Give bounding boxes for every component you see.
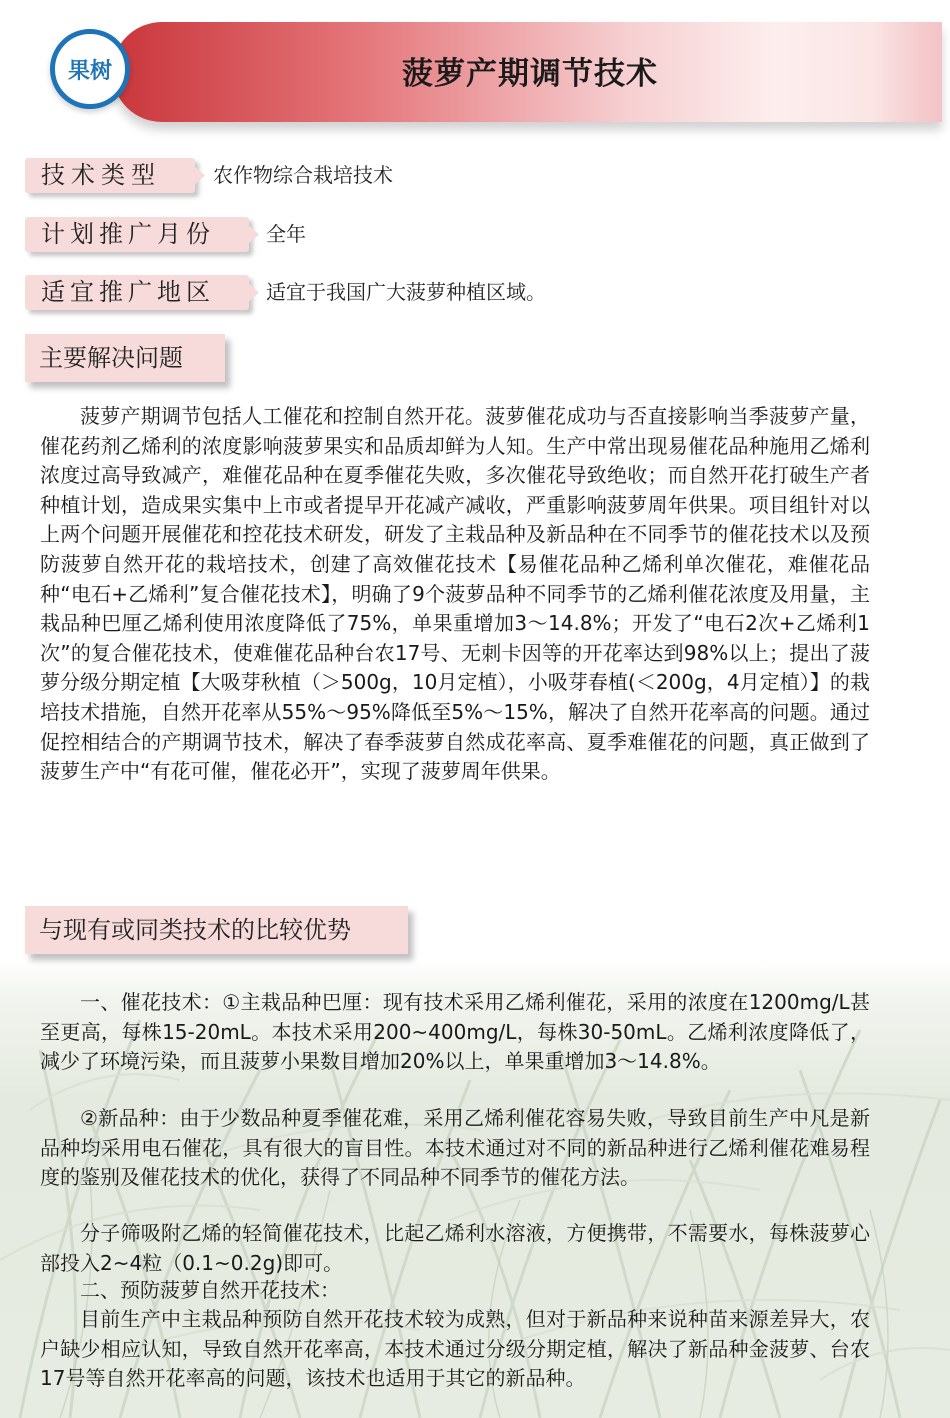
promotion-region-value: 适宜于我国广大菠萝种植区域。 bbox=[266, 280, 546, 304]
advantages-paragraph-2: ②新品种：由于少数品种夏季催花难，采用乙烯利催花容易失败，导致目前生产中凡是新品种均采用电石催花，具有很大的盲目性。本技术通过对不同的新品种进行乙烯利催花难易程度的鉴别及催花技术的优化，获得了不同品种不同季节的催花方法。 bbox=[40, 1106, 870, 1190]
promotion-month-value: 全年 bbox=[266, 222, 306, 246]
tech-type-label: 技术类型 bbox=[25, 158, 195, 193]
category-badge-label: 果树 bbox=[67, 58, 112, 84]
advantages-paragraph-4: 二、预防菠萝自然开花技术： bbox=[80, 1278, 340, 1302]
problems-heading: 主要解决问题 bbox=[25, 334, 225, 382]
tech-type-value: 农作物综合栽培技术 bbox=[213, 163, 393, 187]
advantages-paragraph-3: 分子筛吸附乙烯的轻简催花技术，比起乙烯利水溶液，方便携带，不需要水，每株菠萝心部投入2~4粒（0.1~0.2g)即可。 bbox=[40, 1221, 870, 1275]
promotion-month-label: 计划推广月份 bbox=[25, 217, 249, 252]
advantages-heading: 与现有或同类技术的比较优势 bbox=[25, 906, 408, 954]
page-title: 菠萝产期调节技术 bbox=[402, 56, 658, 92]
page-header bbox=[0, 0, 950, 150]
problems-paragraph: 菠萝产期调节包括人工催花和控制自然开花。菠萝催花成功与否直接影响当季菠萝产量，催花药剂乙烯利的浓度影响菠萝果实和品质却鲜为人知。生产中常出现易催花品种施用乙烯利浓度过高导致减产，难催花品种在夏季催花失败，多次催花导致绝收；而自然开花打破生产者种植计划，造成果实集中上市或者提早开花减产减收，严重影响菠萝周年供果。项目组针对以上两个问题开展催花和控花技术研发，研发了主栽品种及新品种在不同季节的催花技术以及预防菠萝自然开花的栽培技术，创建了高效催花技术【易催花品种乙烯利单次催花，难催花品种“电石+乙烯利”复合催花技术】，明确了9个菠萝品种不同季节的乙烯利催花浓度及用量，主栽品种巴厘乙烯利使用浓度降低了75%，单果重增加3～14.8%；开发了“电石2次+乙烯利1次”的复合催花技术，使难催花品种台农17号、无刺卡因等的开花率达到98%以上；提出了菠萝分级分期定植【大吸芽秋植（＞500g，10月定植），小吸芽春植(＜200g，4月定植）】的栽培技术措施，自然开花率从55%～95%降低至5%～15%，解决了自然开花率高的问题。通过促控相结合的产期调节技术，解决了春季菠萝自然成花率高、夏季难催花的问题，真正做到了菠萝生产中“有花可催，催花必开”，实现了菠萝周年供果。 bbox=[40, 404, 870, 784]
advantages-paragraph-1: 一、催花技术：①主栽品种巴厘：现有技术采用乙烯利催花，采用的浓度在1200mg/L甚至更高，每株15-20mL。本技术采用200~400mg/L，每株30-50mL。乙烯利浓度降低了，减少了环境污染，而且菠萝小果数目增加20%以上，单果重增加3～14.8%。 bbox=[40, 990, 870, 1074]
category-badge bbox=[50, 29, 130, 109]
advantages-paragraph-5: 目前生产中主栽品种预防自然开花技术较为成熟，但对于新品种来说种苗来源差异大，农户缺少相应认知，导致自然开花率高，本技术通过分级分期定植，解决了新品种金菠萝、台农17号等自然开花率高的问题，该技术也适用于其它的新品种。 bbox=[40, 1307, 870, 1391]
promotion-region-label: 适宜推广地区 bbox=[25, 275, 249, 310]
